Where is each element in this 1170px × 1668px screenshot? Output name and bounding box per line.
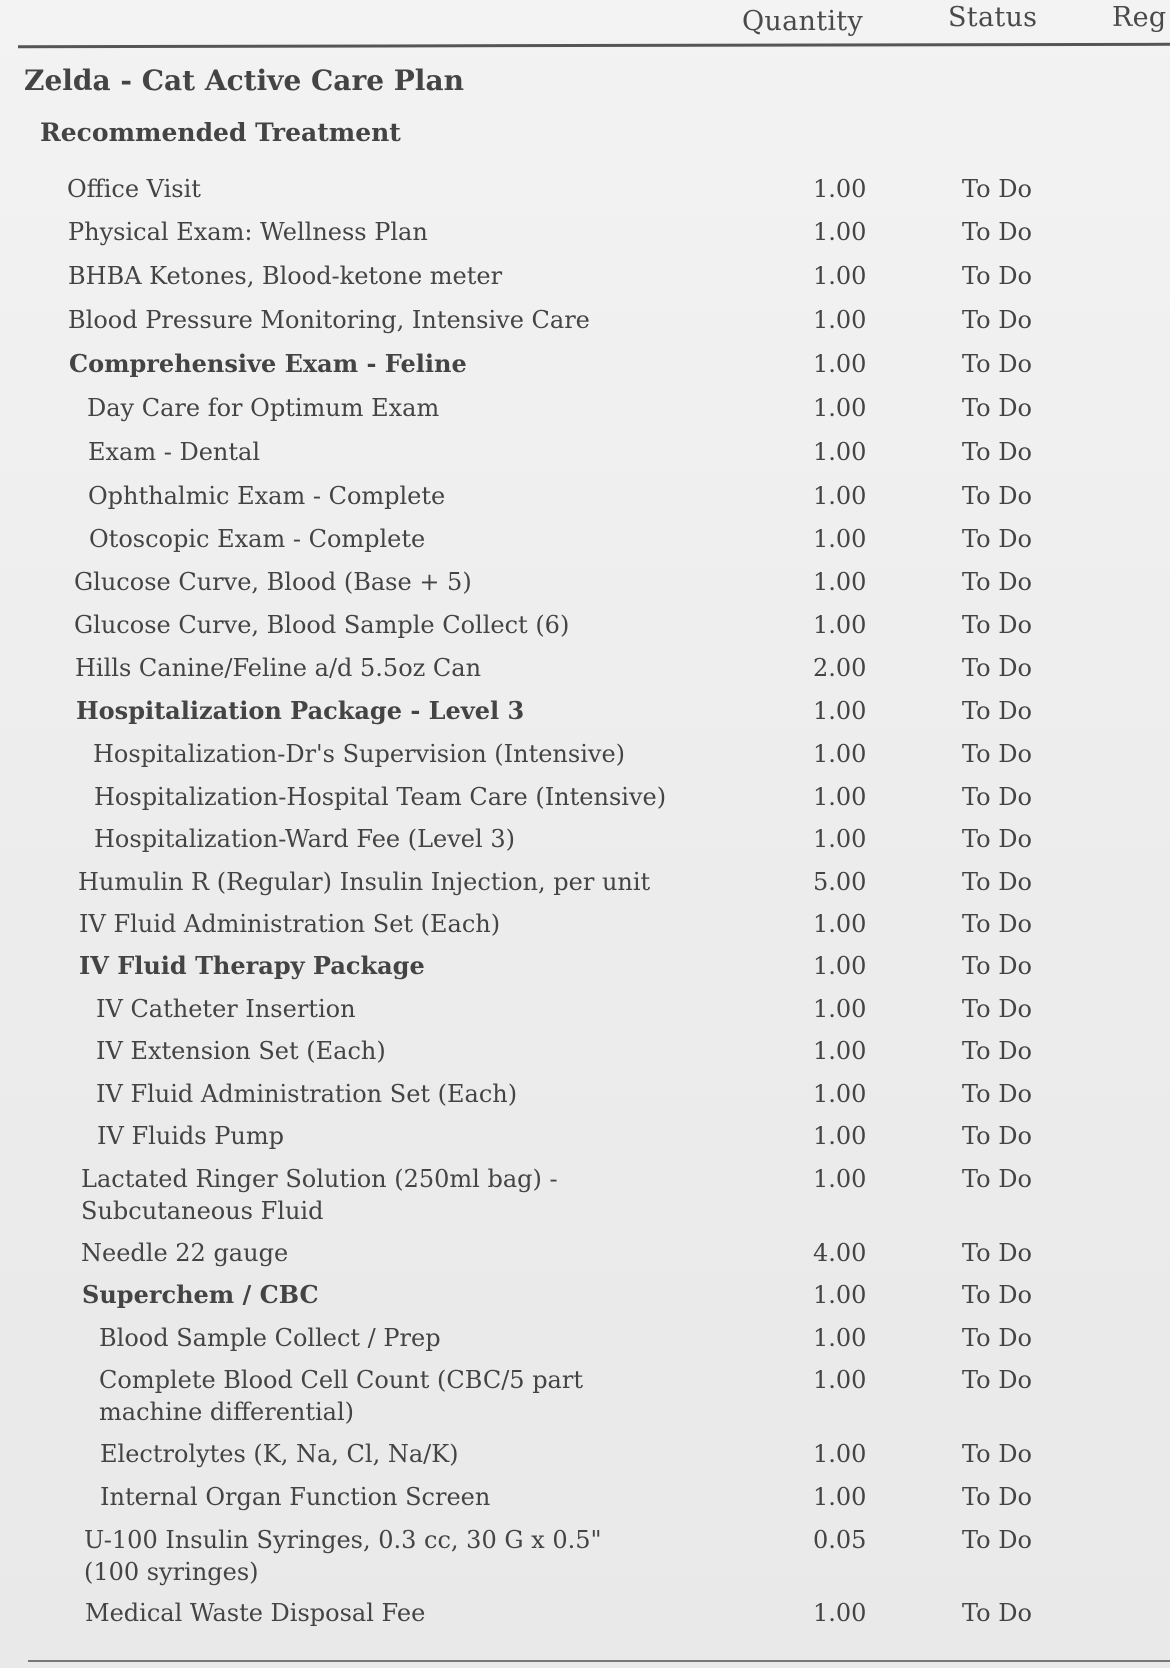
item-quantity: 1.00 bbox=[813, 1080, 867, 1108]
quantity-column-header: Quantity bbox=[742, 6, 863, 37]
item-name: BHBA Ketones, Blood-ketone meter bbox=[68, 262, 503, 290]
table-row bbox=[0, 436, 1170, 476]
item-status: To Do bbox=[962, 1037, 1032, 1065]
table-row bbox=[0, 1597, 1170, 1637]
item-name: Blood Pressure Monitoring, Intensive Care bbox=[68, 306, 590, 334]
item-name: Medical Waste Disposal Fee bbox=[85, 1599, 426, 1627]
item-quantity: 1.00 bbox=[813, 1037, 867, 1065]
item-quantity: 1.00 bbox=[813, 262, 867, 290]
item-quantity: 1.00 bbox=[813, 1599, 867, 1627]
table-row bbox=[0, 392, 1170, 432]
table-row bbox=[0, 260, 1170, 300]
item-name: U-100 Insulin Syringes, 0.3 cc, 30 G x 0.5" (100 syringes) bbox=[84, 1526, 602, 1586]
item-quantity: 1.00 bbox=[813, 952, 867, 980]
item-quantity: 0.05 bbox=[813, 1526, 867, 1554]
item-name: Otoscopic Exam - Complete bbox=[89, 525, 426, 553]
item-quantity: 1.00 bbox=[813, 175, 867, 203]
item-quantity: 1.00 bbox=[813, 1440, 867, 1468]
item-status: To Do bbox=[962, 438, 1032, 466]
item-name: Humulin R (Regular) Insulin Injection, per unit bbox=[78, 868, 651, 896]
table-row bbox=[0, 950, 1170, 990]
item-status: To Do bbox=[962, 1440, 1032, 1468]
item-name: IV Fluids Pump bbox=[97, 1122, 284, 1150]
item-quantity: 2.00 bbox=[813, 654, 867, 682]
section-title: Recommended Treatment bbox=[40, 118, 401, 147]
item-name: Internal Organ Function Screen bbox=[100, 1483, 491, 1511]
item-status: To Do bbox=[962, 1080, 1032, 1108]
item-status: To Do bbox=[962, 1122, 1032, 1150]
item-quantity: 5.00 bbox=[813, 868, 867, 896]
item-status: To Do bbox=[962, 175, 1032, 203]
item-status: To Do bbox=[962, 697, 1032, 725]
plan-title: Zelda - Cat Active Care Plan bbox=[24, 64, 464, 97]
item-quantity: 1.00 bbox=[813, 1483, 867, 1511]
table-row bbox=[0, 216, 1170, 256]
item-status: To Do bbox=[962, 611, 1032, 639]
item-name: Superchem / CBC bbox=[82, 1280, 319, 1309]
item-quantity: 4.00 bbox=[813, 1239, 867, 1267]
table-row bbox=[0, 1279, 1170, 1319]
item-quantity: 1.00 bbox=[813, 1281, 867, 1309]
status-column-header: Status bbox=[948, 2, 1038, 33]
item-status: To Do bbox=[962, 783, 1032, 811]
table-row bbox=[0, 1322, 1170, 1362]
table-row bbox=[0, 823, 1170, 863]
table-row bbox=[0, 1524, 1170, 1600]
table-row bbox=[0, 1120, 1170, 1160]
item-quantity: 1.00 bbox=[813, 697, 867, 725]
item-status: To Do bbox=[962, 1599, 1032, 1627]
table-row bbox=[0, 1163, 1170, 1239]
item-status: To Do bbox=[962, 306, 1032, 334]
item-status: To Do bbox=[962, 568, 1032, 596]
item-status: To Do bbox=[962, 350, 1032, 378]
item-status: To Do bbox=[962, 1165, 1032, 1193]
table-row bbox=[0, 781, 1170, 821]
item-quantity: 1.00 bbox=[813, 825, 867, 853]
item-status: To Do bbox=[962, 825, 1032, 853]
item-name: Hospitalization-Ward Fee (Level 3) bbox=[94, 825, 515, 853]
table-row bbox=[0, 609, 1170, 649]
item-quantity: 1.00 bbox=[813, 525, 867, 553]
item-status: To Do bbox=[962, 1324, 1032, 1352]
item-name: Hills Canine/Feline a/d 5.5oz Can bbox=[75, 654, 482, 682]
item-name: Lactated Ringer Solution (250ml bag) - Subcutaneous Fluid bbox=[81, 1165, 558, 1225]
item-status: To Do bbox=[962, 394, 1032, 422]
item-name: Office Visit bbox=[67, 175, 201, 203]
item-status: To Do bbox=[962, 262, 1032, 290]
item-status: To Do bbox=[962, 1526, 1032, 1554]
item-name: Complete Blood Cell Count (CBC/5 part machine differential) bbox=[99, 1366, 583, 1426]
item-name: IV Fluid Therapy Package bbox=[79, 951, 425, 980]
item-quantity: 1.00 bbox=[813, 1122, 867, 1150]
item-quantity: 1.00 bbox=[813, 350, 867, 378]
item-name: IV Fluid Administration Set (Each) bbox=[96, 1080, 518, 1108]
table-row bbox=[0, 695, 1170, 735]
table-row bbox=[0, 1078, 1170, 1118]
item-status: To Do bbox=[962, 952, 1032, 980]
item-quantity: 1.00 bbox=[813, 1165, 867, 1193]
item-quantity: 1.00 bbox=[813, 740, 867, 768]
item-status: To Do bbox=[962, 868, 1032, 896]
item-name: Needle 22 gauge bbox=[81, 1239, 289, 1267]
item-name: Physical Exam: Wellness Plan bbox=[68, 218, 428, 246]
item-quantity: 1.00 bbox=[813, 306, 867, 334]
item-quantity: 1.00 bbox=[813, 394, 867, 422]
item-quantity: 1.00 bbox=[813, 218, 867, 246]
item-name: Electrolytes (K, Na, Cl, Na/K) bbox=[100, 1440, 459, 1468]
table-row bbox=[0, 1035, 1170, 1075]
item-name: Hospitalization Package - Level 3 bbox=[76, 696, 525, 725]
table-row bbox=[0, 348, 1170, 388]
footer-divider bbox=[28, 1660, 1170, 1662]
item-quantity: 1.00 bbox=[813, 910, 867, 938]
item-quantity: 1.00 bbox=[813, 1366, 867, 1394]
item-name: Glucose Curve, Blood (Base + 5) bbox=[74, 568, 472, 596]
item-name: Comprehensive Exam - Feline bbox=[69, 349, 467, 378]
table-row bbox=[0, 993, 1170, 1033]
item-name: Blood Sample Collect / Prep bbox=[99, 1324, 441, 1352]
item-quantity: 1.00 bbox=[813, 482, 867, 510]
item-status: To Do bbox=[962, 218, 1032, 246]
item-quantity: 1.00 bbox=[813, 438, 867, 466]
item-name: Glucose Curve, Blood Sample Collect (6) bbox=[74, 611, 570, 639]
table-row bbox=[0, 866, 1170, 906]
item-status: To Do bbox=[962, 525, 1032, 553]
item-status: To Do bbox=[962, 482, 1032, 510]
header-divider bbox=[18, 43, 1170, 48]
item-quantity: 1.00 bbox=[813, 611, 867, 639]
table-row bbox=[0, 1364, 1170, 1440]
item-status: To Do bbox=[962, 995, 1032, 1023]
item-name: Day Care for Optimum Exam bbox=[87, 394, 440, 422]
table-row bbox=[0, 1237, 1170, 1277]
item-status: To Do bbox=[962, 1239, 1032, 1267]
table-row bbox=[0, 652, 1170, 692]
item-name: IV Catheter Insertion bbox=[96, 995, 356, 1023]
table-row bbox=[0, 566, 1170, 606]
reg-column-header: Reg bbox=[1112, 2, 1167, 33]
item-quantity: 1.00 bbox=[813, 783, 867, 811]
table-row bbox=[0, 1481, 1170, 1521]
item-name: Hospitalization-Dr's Supervision (Intensive) bbox=[93, 740, 626, 768]
table-row bbox=[0, 738, 1170, 778]
table-row bbox=[0, 1438, 1170, 1478]
item-quantity: 1.00 bbox=[813, 1324, 867, 1352]
item-status: To Do bbox=[962, 740, 1032, 768]
table-row bbox=[0, 908, 1170, 948]
table-row bbox=[0, 480, 1170, 520]
item-status: To Do bbox=[962, 1281, 1032, 1309]
item-name: IV Fluid Administration Set (Each) bbox=[79, 910, 501, 938]
item-name: Hospitalization-Hospital Team Care (Intensive) bbox=[94, 783, 667, 811]
item-status: To Do bbox=[962, 1483, 1032, 1511]
item-name: IV Extension Set (Each) bbox=[96, 1037, 386, 1065]
item-status: To Do bbox=[962, 654, 1032, 682]
item-name: Exam - Dental bbox=[88, 438, 261, 466]
table-row bbox=[0, 304, 1170, 344]
item-quantity: 1.00 bbox=[813, 568, 867, 596]
table-row bbox=[0, 173, 1170, 213]
item-quantity: 1.00 bbox=[813, 995, 867, 1023]
item-name: Ophthalmic Exam - Complete bbox=[88, 482, 446, 510]
item-status: To Do bbox=[962, 910, 1032, 938]
table-row bbox=[0, 523, 1170, 563]
item-status: To Do bbox=[962, 1366, 1032, 1394]
